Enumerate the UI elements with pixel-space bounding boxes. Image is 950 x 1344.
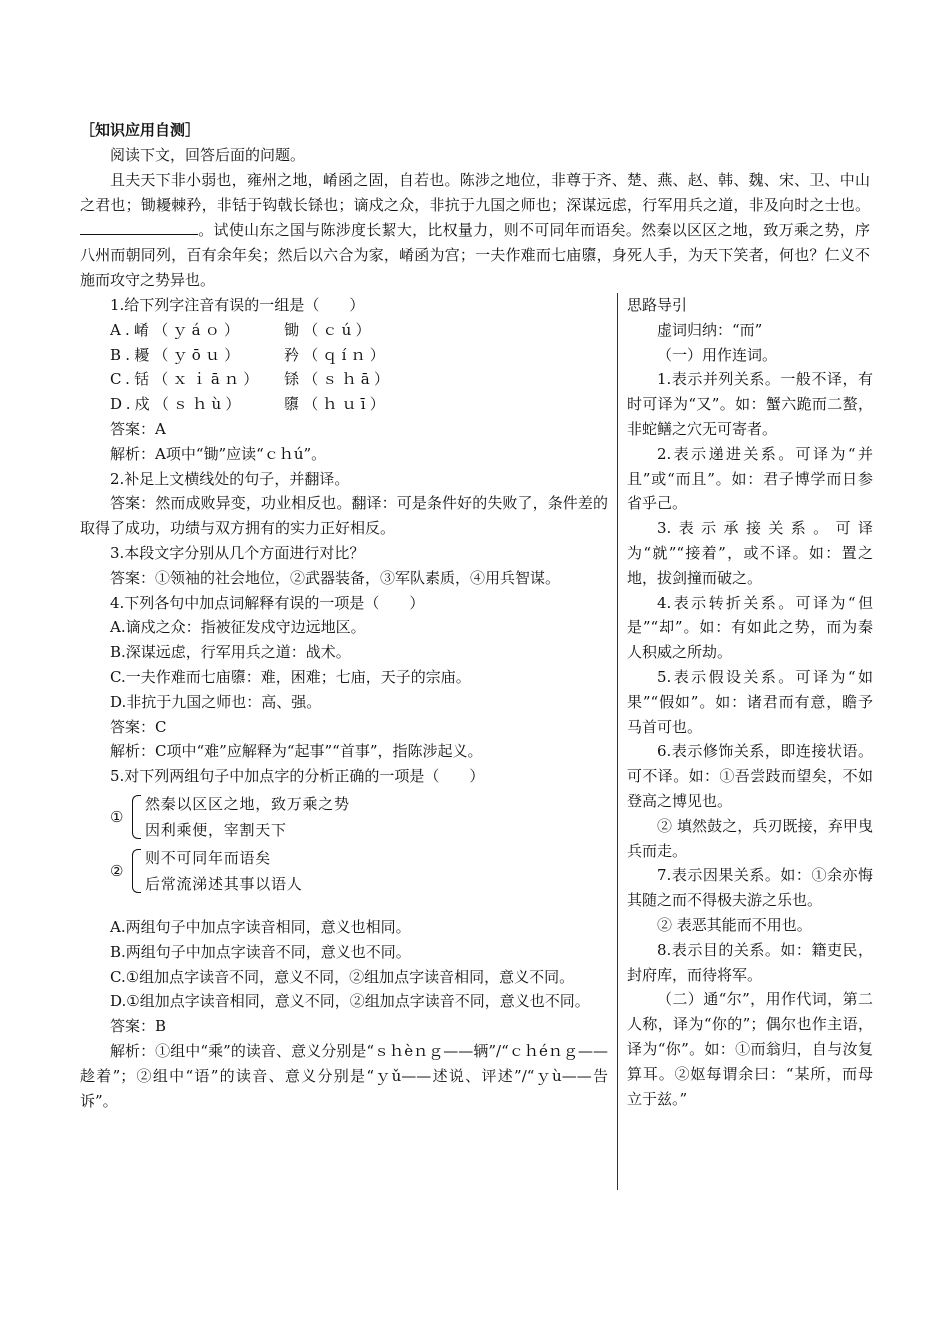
q1-option-b-right: 矜（ｑíｎ） — [284, 345, 389, 364]
question-2: 2.补足上文横线处的句子，并翻译。 — [110, 469, 350, 488]
section-title: ［知识应用自测］ — [80, 121, 201, 139]
q1-explanation: 解析：A项中“锄”应读“ｃｈú”。 — [110, 444, 327, 463]
group-sentence: 后常流涕述其事以语人 — [145, 874, 303, 893]
guide-title: 思路导引 — [627, 296, 688, 314]
guide-subtitle: 虚词归纳：“而” — [657, 320, 763, 339]
brace-bracket — [132, 795, 141, 839]
group-sentence: 然秦以区区之地，致万乘之势 — [145, 794, 350, 813]
q5-group-1 — [80, 791, 608, 843]
guide-item: ② 表恶其能而不用也。 — [657, 915, 812, 934]
q5-explanation: 解析：①组中“乘”的读音、意义分别是“ｓｈèｎｇ——辆”/“ｃｈéｎｇ——趁着”；②组中“语”的读音、意义分别是“ｙǔ——述说、评述”/“ｙù——告诉”。 — [80, 1041, 608, 1110]
document-page — [80, 118, 873, 1110]
q1-option-row — [80, 318, 608, 343]
q5-answer: 答案：B — [110, 1017, 167, 1036]
q1-option-row — [80, 367, 608, 392]
group-sentences — [145, 791, 350, 843]
q5-group-2 — [80, 845, 608, 897]
q1-option-c-right: 铩（ｓｈā） — [284, 370, 394, 389]
q1-option-row — [80, 343, 608, 368]
q5-option: D.①组加点字读音相同，意义不同，②组加点字读音不同，意义也不同。 — [110, 992, 590, 1011]
guide-column — [627, 293, 873, 1111]
guide-item: 5.表示假设关系。可译为“如果”“假如”。如：诸君而有意，瞻予马首可也。 — [627, 667, 873, 736]
q4-option: D.非抗于九国之师也：高、强。 — [110, 692, 322, 711]
guide-item: 1.表示并列关系。一般不译，有时可译为“又”。如：蟹六跪而二螯，非蛇鳝之穴无可寄者。 — [627, 370, 873, 438]
q1-option-a-right: 锄（ｃú） — [284, 320, 375, 339]
group-sentence: 则不可同年而语矣 — [145, 848, 272, 867]
intro-text: 阅读下文，回答后面的问题。 — [110, 146, 306, 164]
q1-option-d-right: 隳（ｈｕī） — [284, 395, 389, 414]
q4-explanation: 解析：C项中“难”应解释为“起事”“首事”，指陈涉起义。 — [110, 742, 483, 761]
guide-item: 7.表示因果关系。如：①余亦悔其随之而不得极夫游之乐也。 — [627, 866, 873, 910]
group-sentences — [145, 845, 303, 897]
q4-answer: 答案：C — [110, 717, 167, 736]
group-sentence: 因利乘便，宰割天下 — [145, 820, 287, 839]
passage-paragraph — [80, 168, 870, 293]
q5-option: C.①组加点字读音不同，意义不同，②组加点字读音相同，意义不同。 — [110, 967, 575, 986]
q4-option: C.一夫作难而七庙隳：难，困难；七庙，天子的宗庙。 — [110, 667, 471, 686]
q5-option: A.两组句子中加点字读音相同，意义也相同。 — [110, 917, 411, 936]
column-divider — [617, 293, 618, 1190]
question-5: 5.对下列两组句子中加点字的分析正确的一项是（ ） — [110, 767, 485, 786]
guide-item: 6.表示修饰关系，即连接状语。可不译。如：①吾尝跂而望矣，不如登高之博见也。 — [627, 742, 873, 810]
guide-item: 8.表示目的关系。如：籍吏民，封府库，而待将军。 — [627, 940, 873, 984]
q1-option-row — [80, 392, 608, 417]
guide-item: 4.表示转折关系。可译为“但是”“却”。如：有如此之势，而为秦人积威之所劫。 — [627, 593, 873, 662]
questions-column — [80, 293, 608, 1113]
group-number: ② — [110, 861, 124, 880]
passage-text-1: 且夫天下非小弱也，雍州之地，崤函之固，自若也。陈涉之地位，非尊于齐、楚、燕、赵、韩、魏、宋、卫、中山之君也；锄耰棘矜，非铦于钩戟长铩也；谪戍之众，非抗于九国之师也；深谋远虑，行军用兵之道，非及向时之士也。 — [80, 171, 870, 214]
brace-bracket — [132, 849, 141, 893]
q4-option: A.谪戍之众：指被征发戍守边远地区。 — [110, 618, 366, 637]
q1-option-a-left: A.崤（ｙáｏ） — [110, 320, 244, 339]
guide-section: （一）用作连词。 — [657, 345, 778, 364]
group-number: ① — [110, 807, 124, 826]
spacer — [80, 899, 608, 915]
q3-answer: 答案：①领袖的社会地位，②武器装备，③军队素质，④用兵智谋。 — [110, 568, 561, 587]
q5-option: B.两组句子中加点字读音不同，意义也不同。 — [110, 942, 411, 961]
question-1: 1.给下列字注音有误的一组是（ ） — [110, 296, 365, 314]
question-3: 3.本段文字分别从几个方面进行对比？ — [110, 543, 365, 562]
q1-option-d-left: D.戍（ｓｈù） — [110, 395, 245, 414]
guide-item: ② 填然鼓之，兵刃既接，弃甲曳兵而走。 — [627, 816, 873, 860]
q1-option-c-left: C.铦（ｘｉāｎ） — [110, 370, 263, 389]
guide-item: 3.表示承接关系。可译为“就”“接着”，或不译。如：置之地，拔剑撞而破之。 — [627, 519, 873, 587]
q2-answer: 答案：然而成败异变，功业相反也。翻译：可是条件好的失败了，条件差的取得了成功，功绩与双方拥有的实力正好相反。 — [80, 494, 608, 538]
q1-option-b-left: B.耰（ｙōｕ） — [110, 345, 244, 364]
guide-item: 2.表示递进关系。可译为“并且”或“而且”。如：君子博学而日参省乎己。 — [627, 444, 873, 513]
guide-item: （二）通“尔”，用作代词，第二人称，译为“你的”；偶尔也作主语，译为“你”。如：①而翁归，自与汝复算耳。②妪每谓余曰：“某所，而母立于兹。” — [627, 990, 873, 1108]
fill-blank-line — [80, 220, 198, 235]
q4-option: B.深谋远虑，行军用兵之道：战术。 — [110, 643, 351, 662]
q1-answer: 答案：A — [110, 419, 166, 438]
passage-text-2: 。试使山东之国与陈涉度长絜大，比权量力，则不可同年而语矣。然秦以区区之地，致万乘之势，序八州而朝同列，百有余年矣；然后以六合为家，崤函为宫；一夫作难而七庙隳，身死人手，为天下笑者，何也？仁义不施而攻守之势异也。 — [80, 221, 870, 289]
question-4: 4.下列各句中加点词解释有误的一项是（ ） — [110, 593, 425, 612]
